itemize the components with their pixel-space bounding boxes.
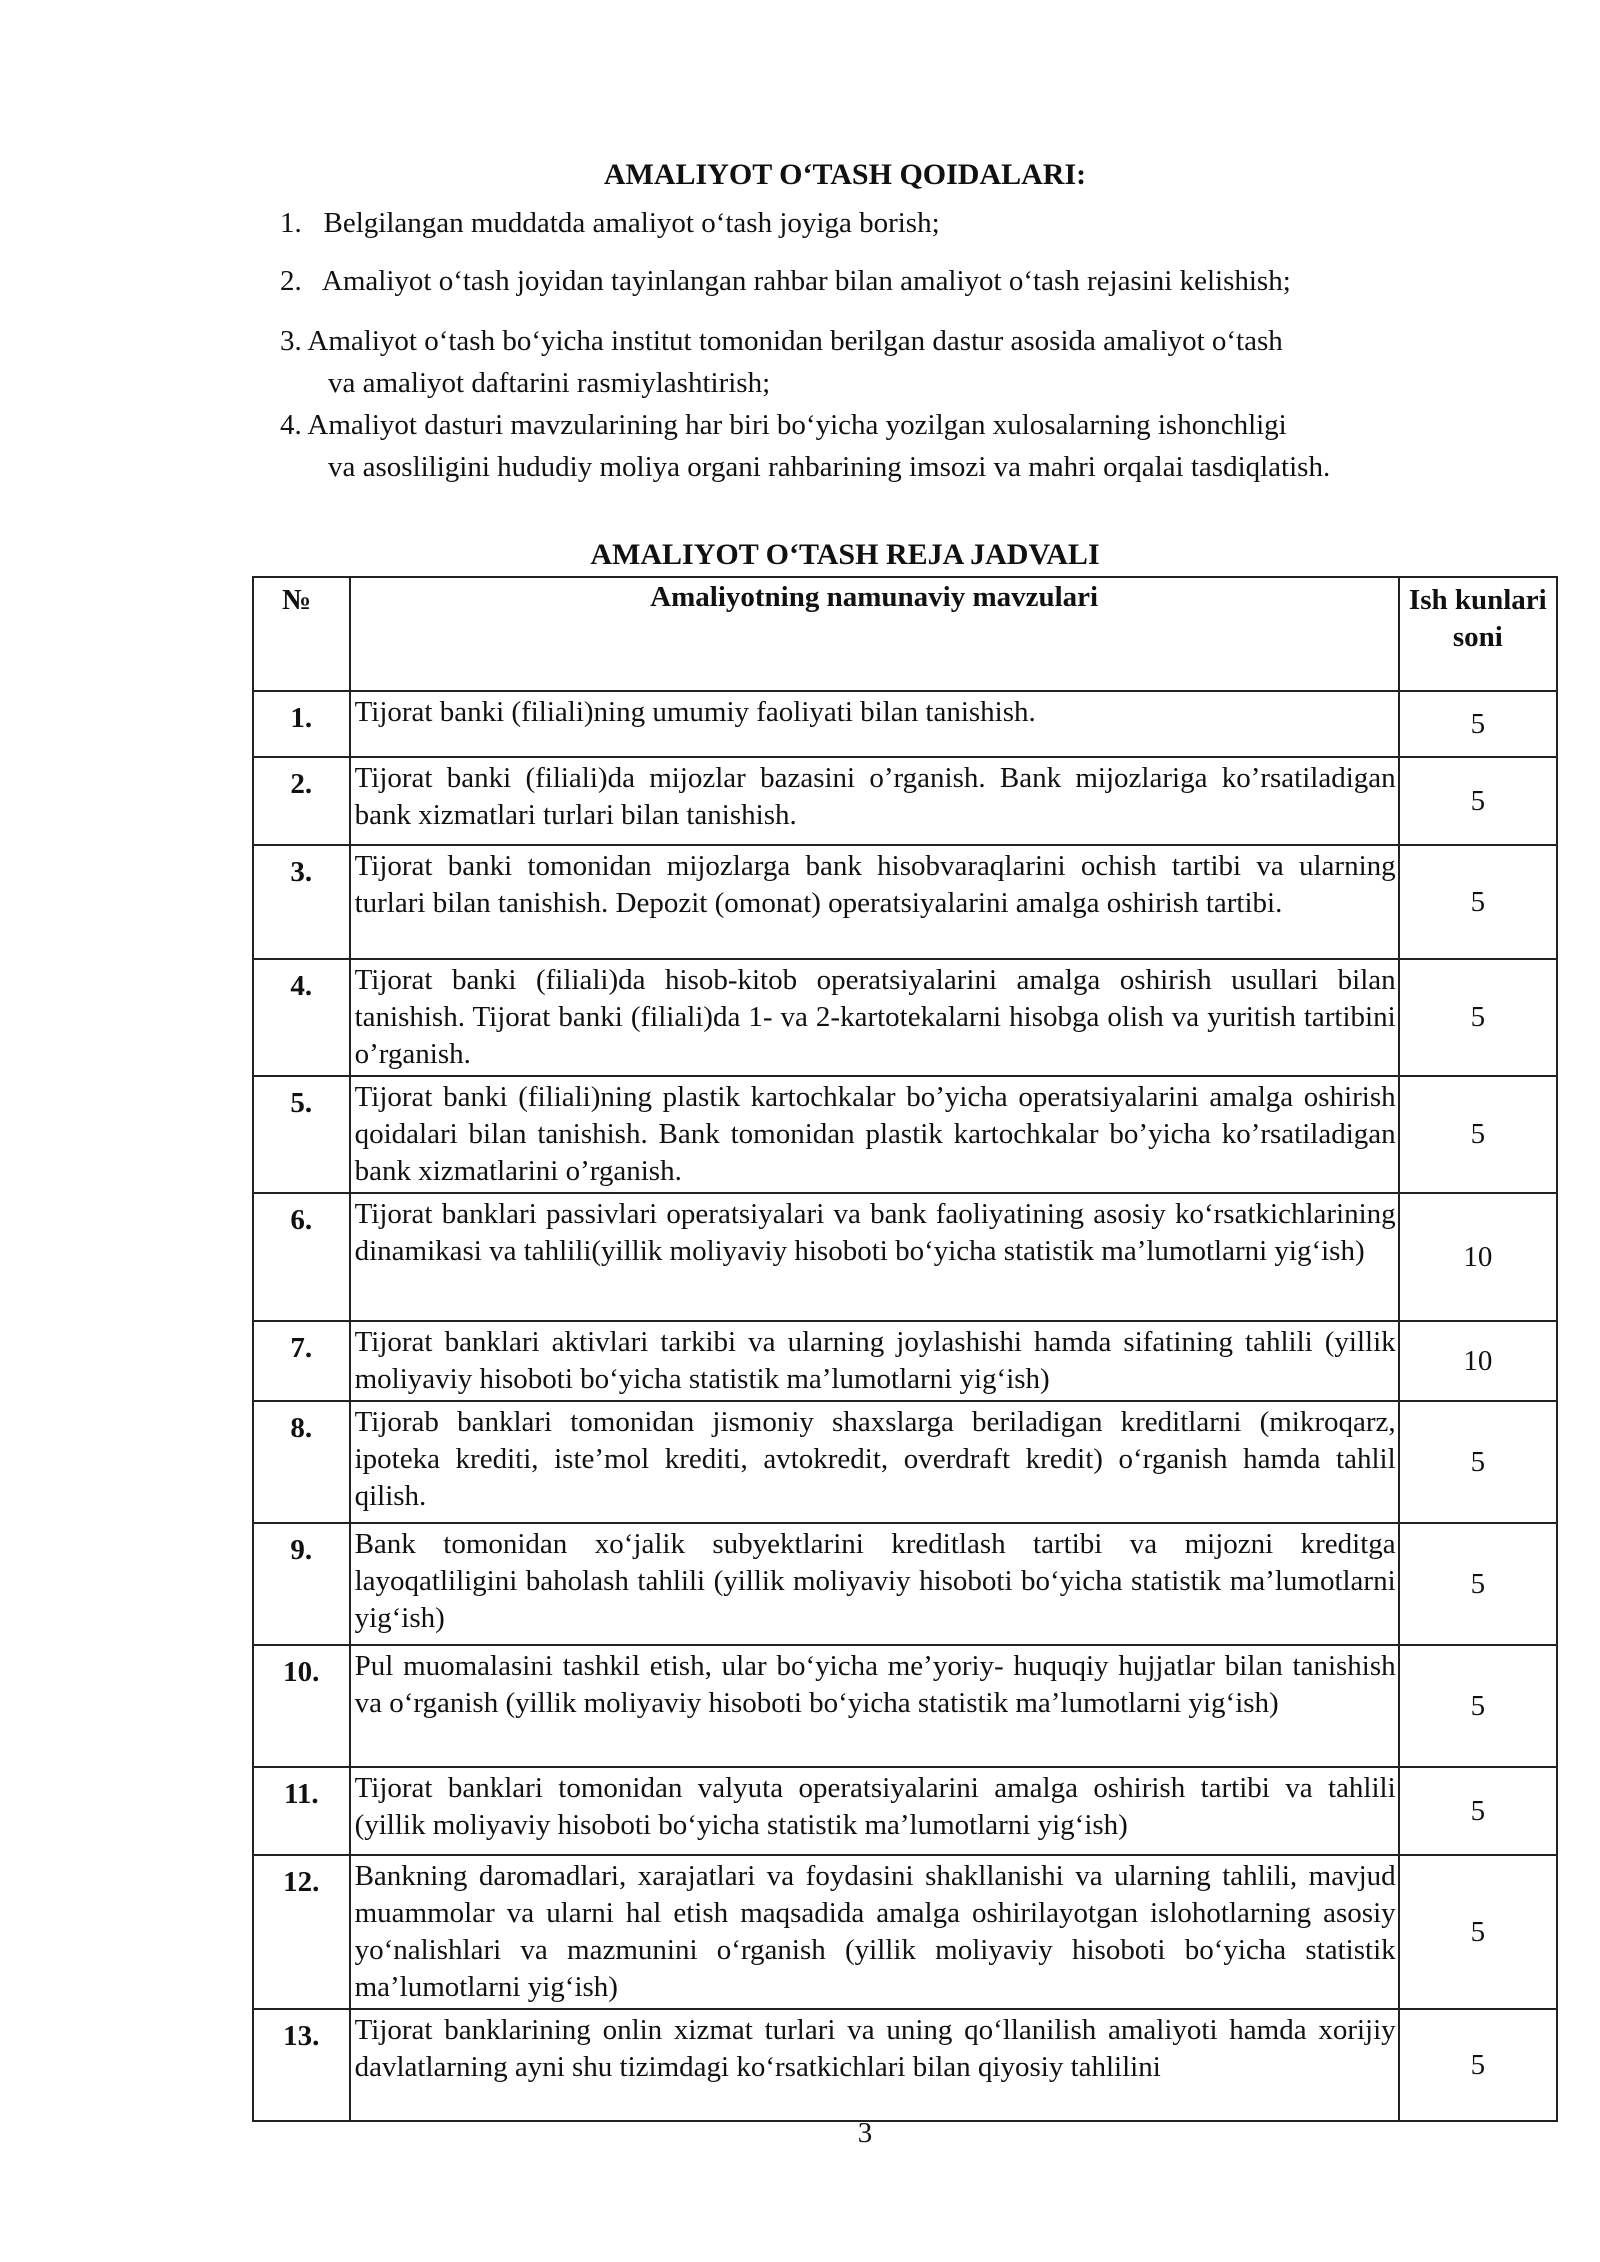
rule-text: Amaliyot dasturi mavzularining har biri bo‘yicha yozilgan xulosalarning ishonchligi: [307, 409, 1287, 441]
row-number: 5.: [253, 1076, 350, 1193]
row-days: 5: [1399, 1076, 1557, 1193]
row-number: 1.: [253, 691, 350, 757]
row-days: 5: [1399, 757, 1557, 845]
table-body: [253, 691, 1557, 2121]
rule-text-continued: va amaliyot daftarini rasmiylashtirish;: [328, 367, 771, 399]
row-topic: Tijorat banki (filiali)ning umumiy faoliyati bilan tanishish.: [350, 691, 1399, 757]
table-row: [253, 757, 1557, 845]
row-topic: Tijorab banklari tomonidan jismoniy shaxslarga beriladigan kreditlarni (mikroqarz, ipoteka krediti, iste’mol krediti, avtokredit, overdraft kredit) o‘rganish hamda tahlil qilish.: [350, 1401, 1399, 1523]
row-topic: Tijorat banki (filiali)da mijozlar bazasini o’rganish. Bank mijozlariga ko’rsatiladigan bank xizmatlari turlari bilan tanishish.: [350, 757, 1399, 845]
row-number: 2.: [253, 757, 350, 845]
row-days: 10: [1399, 1321, 1557, 1401]
row-days: 5: [1399, 845, 1557, 959]
table-row: [253, 1076, 1557, 1193]
row-topic: Tijorat banklari tomonidan valyuta operatsiyalarini amalga oshirish tartibi va tahlili (yillik moliyaviy hisoboti bo‘yicha statistik ma’lumotlarni yig‘ish): [350, 1767, 1399, 1855]
plan-table: [252, 576, 1558, 2122]
row-days: 10: [1399, 1193, 1557, 1321]
header-days: Ish kunlari soni: [1399, 577, 1557, 691]
page-number: 3: [857, 2117, 873, 2149]
rule-number: 3.: [280, 325, 302, 357]
row-topic: Pul muomalasini tashkil etish, ular bo‘yicha me’yoriy- huquqiy hujjatlar bilan tanishish va o‘rganish (yillik moliyaviy hisoboti bo‘yicha statistik ma’lumotlarni yig‘ish): [350, 1645, 1399, 1767]
row-number: 8.: [253, 1401, 350, 1523]
row-days: 5: [1399, 959, 1557, 1076]
rule-number: 4.: [280, 409, 302, 441]
row-topic: Bank tomonidan xo‘jalik subyektlarini kreditlash tartibi va mijozni kreditga layoqatliligini baholash tahlili (yillik moliyaviy hisoboti bo‘yicha statistik ma’lumotlarni yig‘ish): [350, 1523, 1399, 1645]
table-row: [253, 1193, 1557, 1321]
row-number: 10.: [253, 1645, 350, 1767]
rule-text: Amaliyot o‘tash joyidan tayinlangan rahbar bilan amaliyot o‘tash rejasini kelishish;: [321, 265, 1291, 297]
row-days: 5: [1399, 1523, 1557, 1645]
row-number: 7.: [253, 1321, 350, 1401]
rules-list: [280, 202, 1440, 488]
rule-item: [280, 202, 1440, 244]
rule-item: [280, 320, 1440, 404]
header-number: №: [253, 577, 350, 691]
rule-text: Amaliyot o‘tash bo‘yicha institut tomonidan berilgan dastur asosida amaliyot o‘tash: [307, 325, 1283, 357]
rule-text-continued: va asosliligini hududiy moliya organi rahbarining imsozi va mahri orqalai tasdiqlatish.: [328, 451, 1331, 483]
row-days: 5: [1399, 1855, 1557, 2009]
row-topic: Bankning daromadlari, xarajatlari va foydasini shakllanishi va ularning tahlili, mavjud muammolar va ularni hal etish maqsadida amalga oshirilayotgan islohotlarning asosiy yo‘nalishlari va mazmunini o‘rganish (yillik moliyaviy hisoboti bo‘yicha statistik ma’lumotlarni yig‘ish): [350, 1855, 1399, 2009]
row-number: 9.: [253, 1523, 350, 1645]
table-row: [253, 1645, 1557, 1767]
table-row: [253, 1855, 1557, 2009]
table-header-row: [253, 577, 1557, 691]
row-number: 11.: [253, 1767, 350, 1855]
row-days: 5: [1399, 1767, 1557, 1855]
rule-number: 1.: [280, 207, 302, 239]
row-number: 13.: [253, 2009, 350, 2121]
row-days: 5: [1399, 1401, 1557, 1523]
row-number: 12.: [253, 1855, 350, 2009]
row-topic: Tijorat banklari aktivlari tarkibi va ularning joylashishi hamda sifatining tahlili (yillik moliyaviy hisoboti bo‘yicha statistik ma’lumotlarni yig‘ish): [350, 1321, 1399, 1401]
row-number: 4.: [253, 959, 350, 1076]
row-topic: Tijorat banki (filiali)ning plastik kartochkalar bo’yicha operatsiyalarini amalga oshirish qoidalari bilan tanishish. Bank tomonidan plastik kartochkalar bo’yicha ko’rsatiladigan bank xizmatlarini o’rganish.: [350, 1076, 1399, 1193]
rules-heading: AMALIYOT O‘TASH QOIDALARI:: [603, 158, 1087, 191]
table-title: AMALIYOT O‘TASH REJA JADVALI: [590, 538, 1100, 571]
table-row: [253, 1523, 1557, 1645]
table-row: [253, 959, 1557, 1076]
table-row: [253, 691, 1557, 757]
row-topic: Tijorat banklari passivlari operatsiyalari va bank faoliyatining asosiy ko‘rsatkichlarining dinamikasi va tahlili(yillik moliyaviy hisoboti bo‘yicha statistik ma’lumotlarni yig‘ish): [350, 1193, 1399, 1321]
table-row: [253, 2009, 1557, 2121]
table-row: [253, 845, 1557, 959]
row-days: 5: [1399, 2009, 1557, 2121]
table-row: [253, 1321, 1557, 1401]
row-topic: Tijorat banki (filiali)da hisob-kitob operatsiyalarini amalga oshirish usullari bilan tanishish. Tijorat banki (filiali)da 1- va 2-kartotekalarni hisobga olish va yuritish tartibini o’rganish.: [350, 959, 1399, 1076]
rule-item: [280, 260, 1440, 302]
row-days: 5: [1399, 691, 1557, 757]
row-number: 6.: [253, 1193, 350, 1321]
header-topic: Amaliyotning namunaviy mavzulari: [350, 577, 1399, 691]
rule-text: Belgilangan muddatda amaliyot o‘tash joyiga borish;: [323, 207, 940, 239]
row-topic: Tijorat banki tomonidan mijozlarga bank hisobvaraqlarini ochish tartibi va ularning turlari bilan tanishish. Depozit (omonat) operatsiyalarini amalga oshirish tartibi.: [350, 845, 1399, 959]
rule-item: [280, 404, 1440, 488]
table-row: [253, 1767, 1557, 1855]
row-number: 3.: [253, 845, 350, 959]
rule-number: 2.: [280, 265, 302, 297]
table-row: [253, 1401, 1557, 1523]
row-topic: Tijorat banklarining onlin xizmat turlari va uning qo‘llanilish amaliyoti hamda xorijiy davlatlarning ayni shu tizimdagi ko‘rsatkichlari bilan qiyosiy tahlilini: [350, 2009, 1399, 2121]
row-days: 5: [1399, 1645, 1557, 1767]
